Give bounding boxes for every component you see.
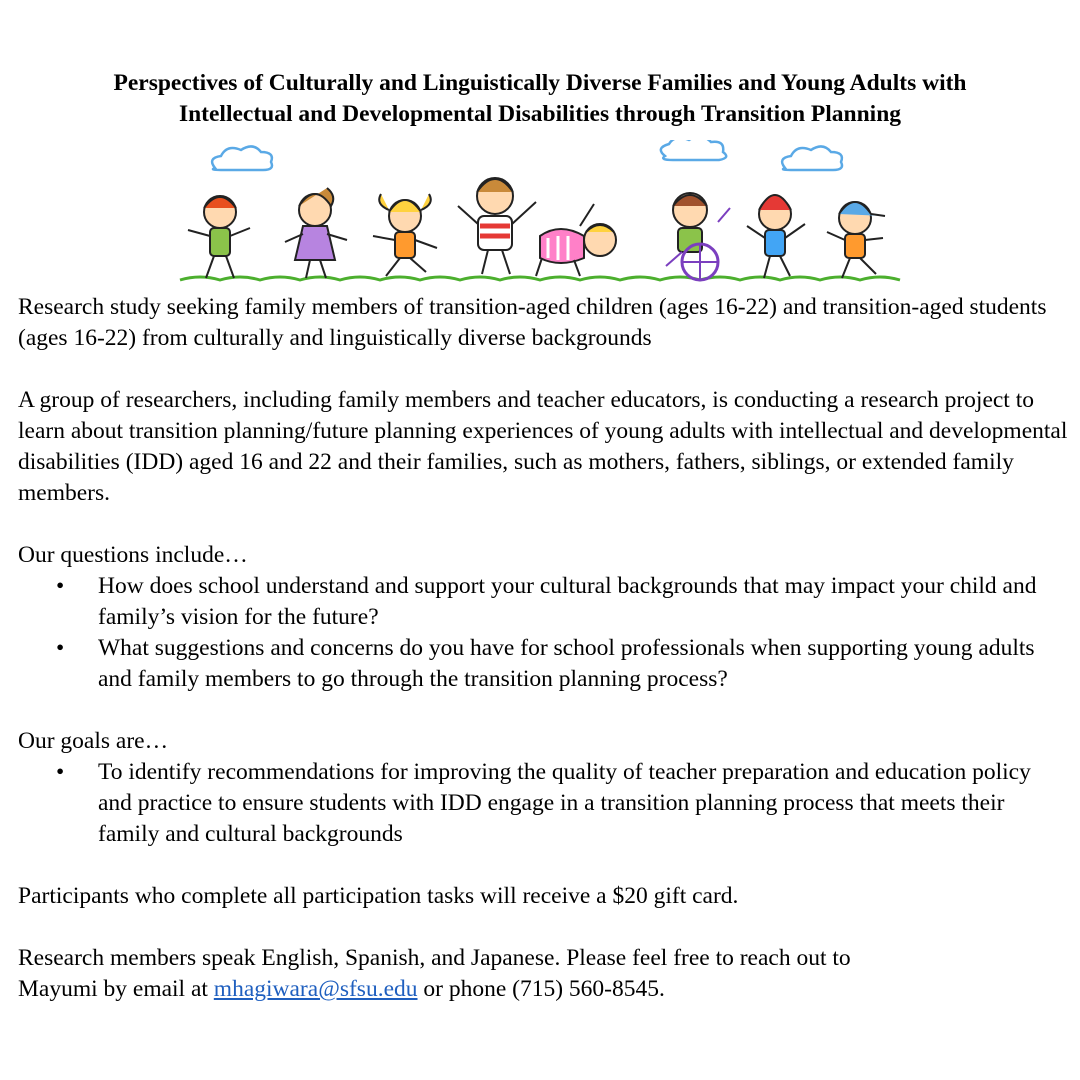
list-item: • How does school understand and support your cultural backgrounds that may impact your child and family’s vision for the future? [56, 573, 1037, 630]
list-item: • To identify recommendations for improving the quality of teacher preparation and education policy and practice to ensure students with IDD engage in a transition planning process that meets their family and cultural backgrounds [56, 759, 1031, 847]
cloud-icon [212, 146, 272, 170]
title-line-2: Intellectual and Developmental Disabilities through Transition Planning [178, 101, 902, 127]
goals-list [18, 757, 1068, 850]
contact-line-1: Research members speak English, Spanish, and Japanese. Please feel free to reach out to [18, 945, 851, 971]
questions-list [18, 571, 1068, 695]
child-figure [188, 196, 250, 278]
cloud-icon [661, 140, 726, 160]
child-figure [458, 178, 536, 274]
child-figure [285, 188, 347, 278]
child-figure [373, 194, 437, 276]
phone-number: (715) 560-8545. [512, 976, 665, 1002]
description-paragraph: A group of researchers, including family members and teacher educators, is conducting a research project to learn about transition planning/future planning experiences of young adults with intellectual and developmental disabilities (IDD) aged 16 and 22 and their families, such as mothers, fathers, siblings, or extended family members. [18, 387, 1068, 506]
goals-heading: Our goals are… [18, 728, 169, 754]
bullet-icon: • [56, 635, 65, 661]
flyer-body [18, 292, 1068, 1005]
compensation-paragraph: Participants who complete all participation tasks will receive a $20 gift card. [18, 883, 739, 909]
intro-paragraph: Research study seeking family members of transition-aged children (ages 16-22) and transition-aged students (ages 16-22) from culturally and linguistically diverse backgrounds [18, 294, 1047, 351]
children-playing-illustration [170, 140, 915, 288]
title-line-1: Perspectives of Culturally and Linguistically Diverse Families and Young Adults with [113, 70, 967, 96]
cloud-icon [782, 146, 842, 170]
child-figure [827, 202, 885, 278]
questions-heading: Our questions include… [18, 542, 248, 568]
bullet-icon: • [56, 573, 65, 599]
list-item: • What suggestions and concerns do you have for school professionals when supporting young adults and family members to go through the transition planning process? [56, 635, 1035, 692]
email-link[interactable]: mhagiwara@sfsu.edu [213, 976, 418, 1002]
child-figure [536, 204, 616, 276]
contact-line-2: Mayumi by email at mhagiwara@sfsu.edu or phone (715) 560-8545. [18, 976, 665, 1002]
bullet-icon: • [56, 759, 65, 785]
flyer-title [30, 68, 1050, 130]
child-figure [747, 195, 805, 278]
wheelchair-child-figure [666, 193, 730, 280]
grass-line [180, 277, 900, 280]
